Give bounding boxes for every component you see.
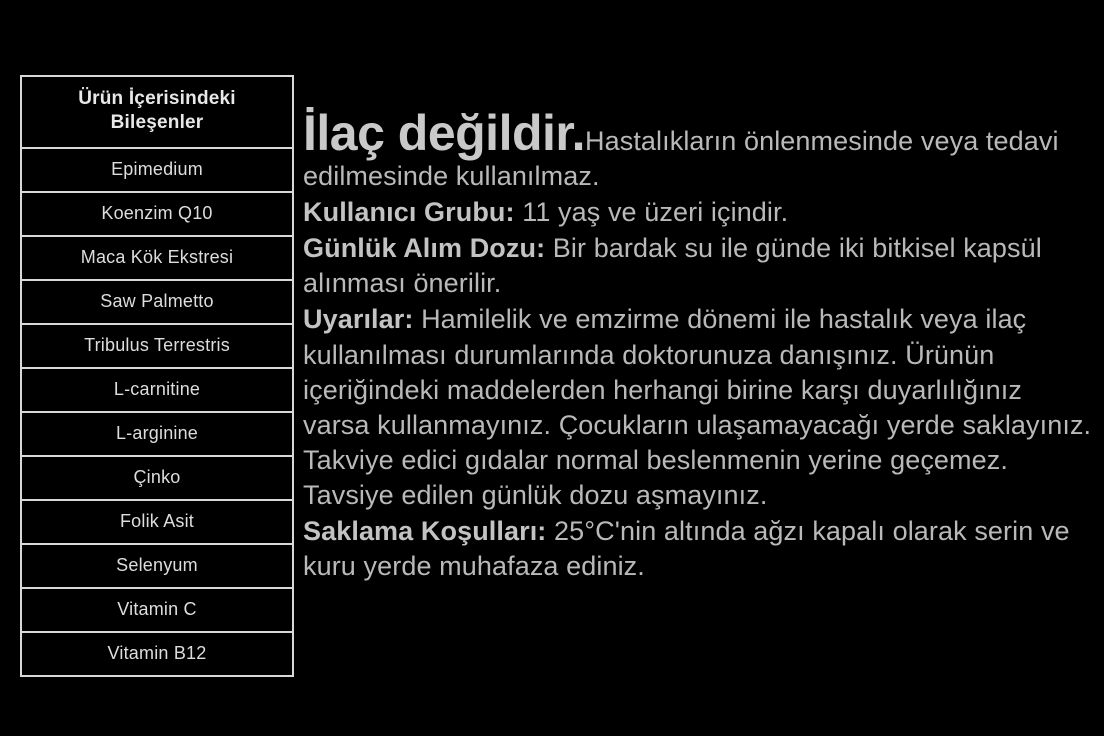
ingredients-table-header: Ürün İçerisindeki Bileşenler [22, 77, 292, 149]
storage-paragraph [303, 514, 1093, 584]
user-group-text: 11 yaş ve üzeri içindir. [514, 197, 789, 228]
daily-dose-label: Günlük Alım Dozu: [303, 233, 546, 264]
lead-paragraph [303, 105, 1093, 194]
daily-dose-text: Bir bardak su ile günde iki bitkisel kapsül alınması önerilir. [303, 233, 1042, 299]
table-row: Maca Kök Ekstresi [22, 237, 292, 281]
table-row: Epimedium [22, 149, 292, 193]
usage-information [303, 105, 1093, 585]
storage-label: Saklama Koşulları: [303, 516, 547, 547]
storage-text: 25°C'nin altında ağzı kapalı olarak serin ve kuru yerde muhafaza ediniz. [303, 516, 1070, 582]
table-row: Vitamin B12 [107, 642, 207, 663]
table-row: L-carnitine [22, 369, 292, 413]
not-a-medicine-statement: İlaç değildir. [303, 105, 585, 161]
ingredients-table [20, 75, 294, 677]
table-row: Koenzim Q10 [22, 193, 292, 237]
table-row: L-arginine [22, 413, 292, 457]
table-row: Folik Asit [22, 501, 292, 545]
table-row: Saw Palmetto [22, 281, 292, 325]
table-row: Vitamin C [22, 589, 292, 633]
table-row: Çinko [22, 457, 292, 501]
daily-dose-paragraph [303, 231, 1093, 301]
user-group-label: Kullanıcı Grubu: [303, 197, 515, 228]
warnings-label: Uyarılar: [303, 304, 414, 335]
user-group-paragraph [303, 195, 1093, 230]
table-row: Tribulus Terrestris [22, 325, 292, 369]
table-row: Selenyum [22, 545, 292, 589]
warnings-text: Hamilelik ve emzirme dönemi ile hastalık veya ilaç kullanılması durumlarında doktorunuza danışınız. Ürünün içeriğindeki maddelerden herhangi birine karşı duyarlılığınız varsa kullanmayınız. Çocukların ulaşamayacağı yerde saklayınız. Takviye edici gıdalar normal beslenmenin yerine geçemez. Tavsiye edilen günlük dozu aşmayınız. [303, 304, 1092, 510]
not-a-medicine-detail: Hastalıkların önlenmesinde veya tedavi edilmesinde kullanılmaz. [303, 126, 1059, 192]
warnings-paragraph [303, 302, 1093, 513]
